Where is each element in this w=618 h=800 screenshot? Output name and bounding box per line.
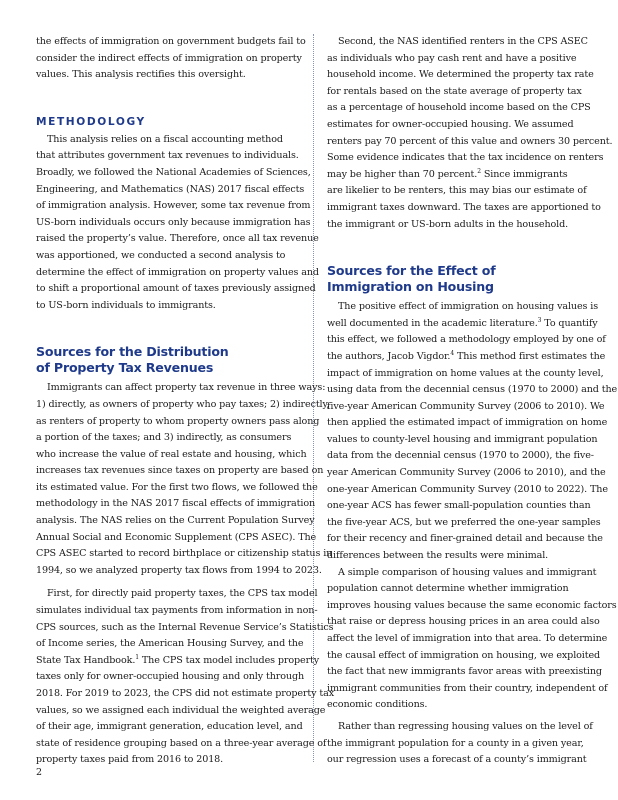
text-line: one-year American Community Survey (2010 to 2022). The <box>327 483 608 495</box>
text-line <box>327 349 606 366</box>
heading-line: of Property Tax Revenues <box>36 360 214 376</box>
text-line: estimates for owner-occupied housing. We assumed <box>327 118 574 130</box>
text-line: a portion of the taxes; and 3) indirectly, as consumers <box>36 432 292 444</box>
text-line: household income. We determined the property tax rate <box>327 69 594 81</box>
text-run: the authors, Jacob Vigdor. <box>327 350 451 362</box>
text-line: Rather than regressing housing values on the level of <box>338 720 593 732</box>
section-heading-distribution <box>36 344 298 376</box>
text-line: our regression uses a forecast of a county’s immigrant <box>327 754 587 766</box>
text-run: This method first estimates the <box>454 350 606 362</box>
text-line: the immigrant population for a county in a given year, <box>327 737 584 749</box>
housing-paragraph-1 <box>327 299 618 565</box>
text-line: This analysis relies on a fiscal accounting method <box>47 133 283 145</box>
footnote-ref-4[interactable]: 4 <box>450 349 455 357</box>
text-line: that attributes government tax revenues to individuals. <box>36 150 299 162</box>
text-line: Annual Social and Economic Supplement (CPS ASEC). The <box>36 531 317 543</box>
text-line: one-year ACS has fewer small-population counties than <box>327 500 591 512</box>
text-line: CPS ASEC started to record birthplace or citizenship status in <box>36 548 333 560</box>
housing-paragraph-3 <box>327 719 593 769</box>
text-line: that raise or depress housing prices in an area could also <box>327 616 600 628</box>
text-line: population cannot determine whether immigration <box>327 583 569 595</box>
text-line: methodology in the NAS 2017 fiscal effects of immigration <box>36 498 316 510</box>
text-line: increases tax revenues since taxes on property are based on <box>36 465 324 477</box>
heading-line: Sources for the Distribution <box>36 344 229 360</box>
text-run: The CPS tax model includes property <box>138 654 320 666</box>
footnote-ref-3[interactable]: 3 <box>537 316 542 324</box>
heading-line: Immigration on Housing <box>327 279 494 295</box>
text-line: for rentals based on the state average of property tax <box>327 85 582 97</box>
text-line: are likelier to be renters, this may bias our estimate of <box>327 185 587 197</box>
text-line: taxes only for owner-occupied housing and only through <box>36 671 305 683</box>
heading-line: Sources for the Effect of <box>327 263 496 279</box>
text-run: well documented in the academic literature. <box>327 317 538 329</box>
renters-paragraph <box>327 34 613 233</box>
text-line: the immigrant or US-born adults in the household. <box>327 218 569 230</box>
text-line: simulates individual tax payments from information in non- <box>36 605 318 617</box>
text-line: the causal effect of immigration on housing, we exploited <box>327 649 601 661</box>
text-line: data from the decennial census (1970 to 2000), the five- <box>327 450 594 462</box>
text-line: 1) directly, as owners of property who pay taxes; 2) indirectly, <box>36 398 330 410</box>
text-line: was apportioned, we conducted a second analysis to <box>36 249 286 261</box>
text-line: using data from the decennial census (1970 to 2000) and the <box>327 384 618 396</box>
text-line: Immigrants can affect property tax revenue in three ways: <box>47 382 326 394</box>
text-line: immigrant taxes downward. The taxes are apportioned to <box>327 201 601 213</box>
text-line: the five-year ACS, but we preferred the one-year samples <box>327 516 601 528</box>
text-line: affect the level of immigration into that area. To determine <box>327 633 608 644</box>
text-run: Since immigrants <box>480 168 568 180</box>
text-line: improves housing values because the same economic factors <box>327 599 617 611</box>
text-line: Engineering, and Mathematics (NAS) 2017 fiscal effects <box>36 183 305 195</box>
text-line: property taxes paid from 2016 to 2018. <box>36 754 224 766</box>
text-line <box>327 167 585 184</box>
text-line: as a percentage of household income based on the CPS <box>327 102 591 114</box>
text-line: Broadly, we followed the National Academies of Sciences, <box>36 166 311 178</box>
methodology-paragraph <box>36 132 319 315</box>
text-line <box>327 316 598 333</box>
text-line: 2018. For 2019 to 2023, the CPS did not estimate property tax <box>36 688 334 699</box>
distribution-paragraph-2 <box>36 586 334 769</box>
text-line: of immigration analysis. However, some tax revenue from <box>36 200 311 212</box>
text-line: impact of immigration on home values at the county level, <box>327 367 604 379</box>
text-run: To quantify <box>541 317 598 329</box>
text-line: this effect, we followed a methodology employed by one of <box>327 334 606 346</box>
page-number: 2 <box>36 767 43 778</box>
text-line: as renters of property to whom property owners pass along <box>36 415 320 427</box>
text-line: year American Community Survey (2006 to 2010), and the <box>327 467 606 479</box>
intro-paragraph <box>36 34 306 84</box>
text-line: the effects of immigration on government budgets fail to <box>36 36 306 47</box>
text-line: immigrant communities from their country, independent of <box>327 682 608 694</box>
section-heading-housing-effect <box>327 263 585 295</box>
text-line: A simple comparison of housing values and immigrant <box>338 566 597 578</box>
text-line: CPS sources, such as the Internal Revenue Service’s Statistics <box>36 621 334 633</box>
text-line: values to county-level housing and immigrant population <box>327 433 598 445</box>
text-line: five-year American Community Survey (2006 to 2010). We <box>327 400 605 412</box>
text-line <box>36 653 320 670</box>
text-line: the fact that new immigrants favor areas with preexisting <box>327 666 602 678</box>
footnote-ref-1[interactable]: 1 <box>135 653 139 661</box>
text-line: of Income series, the American Housing Survey, and the <box>36 638 304 650</box>
text-line: state of residence grouping based on a three-year average of <box>36 737 327 749</box>
text-line: First, for directly paid property taxes, the CPS tax model <box>47 588 318 600</box>
distribution-paragraph-1 <box>36 380 333 579</box>
text-line: 1994, so we analyzed property tax flows from 1994 to 2023. <box>36 564 322 576</box>
right-column <box>327 34 618 769</box>
column-divider <box>313 34 314 762</box>
text-line: US-born individuals occurs only because immigration has <box>36 216 311 228</box>
text-line: values. This analysis rectifies this oversight. <box>36 69 246 81</box>
text-line: The positive effect of immigration on housing values is <box>338 301 599 313</box>
text-line: as individuals who pay cash rent and have a positive <box>327 52 577 64</box>
text-line: raised the property’s value. Therefore, once all tax revenue <box>36 233 319 245</box>
text-line: Second, the NAS identified renters in the CPS ASEC <box>338 36 588 47</box>
text-line: renters pay 70 percent of this value and owners 30 percent. <box>327 135 613 147</box>
text-line: economic conditions. <box>327 699 428 711</box>
left-column <box>36 34 334 769</box>
text-line: consider the indirect effects of immigration on property <box>36 52 302 64</box>
methodology-heading: METHODOLOGY <box>36 115 146 128</box>
text-run: State Tax Handbook. <box>36 654 136 666</box>
text-line: its estimated value. For the first two flows, we followed the <box>36 481 318 493</box>
text-line: then applied the estimated impact of immigration on home <box>327 417 608 429</box>
text-line: for their recency and finer-grained detail and because the <box>327 533 603 545</box>
text-line: Some evidence indicates that the tax incidence on renters <box>327 152 604 164</box>
text-line: values, so we assigned each individual the weighted average <box>36 704 326 716</box>
text-run: may be higher than 70 percent. <box>327 168 478 180</box>
footnote-ref-2[interactable]: 2 <box>477 167 481 175</box>
text-line: who increase the value of real estate and housing, which <box>36 448 307 460</box>
text-line: to US-born individuals to immigrants. <box>36 299 216 311</box>
text-line: of their age, immigrant generation, education level, and <box>36 721 303 733</box>
text-line: to shift a proportional amount of taxes previously assigned <box>36 283 316 295</box>
text-line: determine the effect of immigration on property values and <box>36 266 319 278</box>
text-line: differences between the results were minimal. <box>327 550 549 562</box>
housing-paragraph-2 <box>327 565 617 714</box>
text-line: analysis. The NAS relies on the Current Population Survey <box>36 515 315 527</box>
